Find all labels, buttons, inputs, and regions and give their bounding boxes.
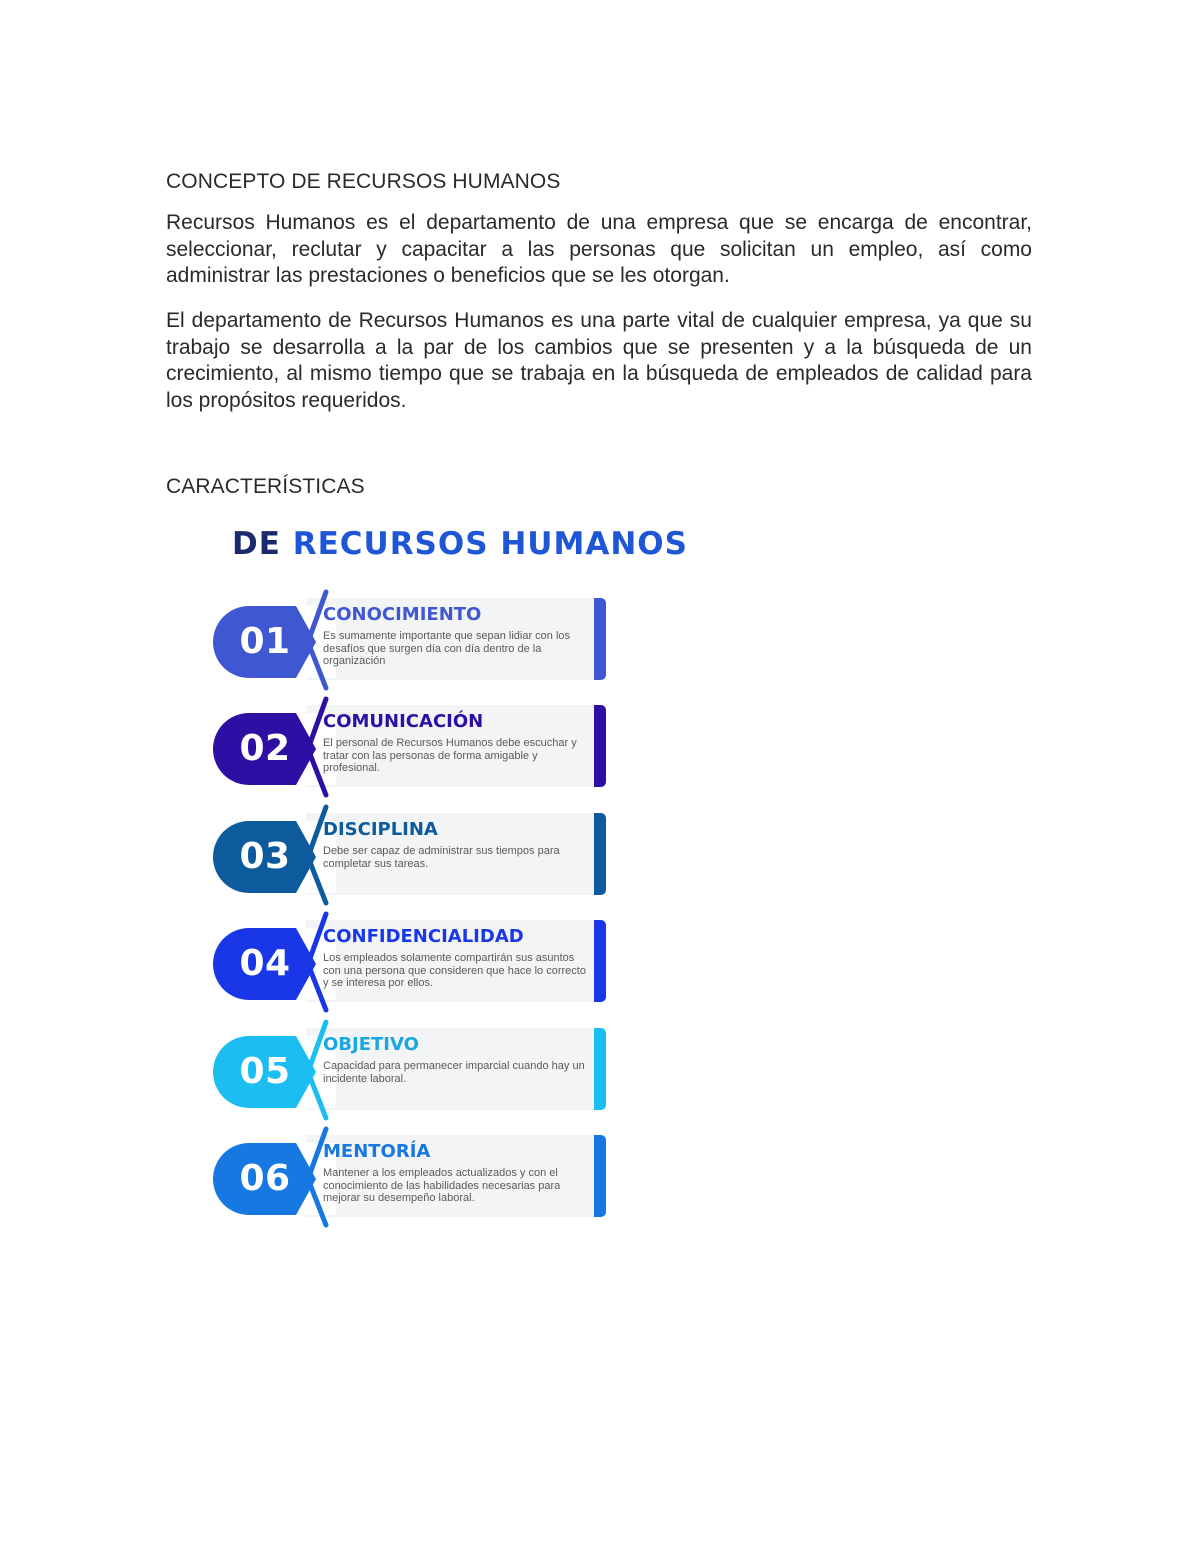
card-accent-bar: [594, 813, 606, 895]
characteristic-item: [210, 912, 610, 1004]
characteristic-title: CONOCIMIENTO: [323, 604, 482, 625]
characteristic-item: [210, 805, 610, 897]
characteristic-description: El personal de Recursos Humanos debe escuchar y tratar con las personas de forma amigable y profesional.: [323, 737, 577, 774]
characteristic-number: 02: [239, 728, 291, 769]
card-accent-bar: [594, 1135, 606, 1217]
paragraph-definition: Recursos Humanos es el departamento de una empresa que se encarga de encontrar, seleccionar, reclutar y capacitar a las personas que solicitan un empleo, así como administrar las prestaciones o beneficios que se les otorgan.: [166, 211, 1032, 287]
card-accent-bar: [594, 1028, 606, 1110]
section-heading-concepto: CONCEPTO DE RECURSOS HUMANOS: [166, 170, 561, 193]
characteristic-item: [210, 697, 610, 789]
infographic-title-prefix: DE: [232, 526, 281, 562]
characteristic-item: [210, 1127, 610, 1219]
characteristic-number: 01: [239, 621, 291, 662]
characteristic-number: 06: [239, 1158, 291, 1199]
characteristic-title: COMUNICACIÓN: [323, 711, 484, 732]
characteristic-title: MENTORÍA: [323, 1141, 431, 1162]
characteristic-description: Los empleados solamente compartirán sus asuntos con una persona que consideren que hace lo correcto y se interesa por ellos.: [323, 952, 586, 989]
card-accent-bar: [594, 598, 606, 680]
characteristic-description: Es sumamente importante que sepan lidiar con los desafíos que surgen día con día dentro de la organización: [323, 630, 571, 667]
characteristic-title: CONFIDENCIALIDAD: [323, 926, 524, 947]
characteristic-item: [210, 1020, 610, 1112]
characteristic-number: 03: [239, 836, 291, 877]
section-heading-caracteristicas: CARACTERÍSTICAS: [166, 475, 365, 498]
characteristic-item: [210, 590, 610, 682]
infographic-title-main: RECURSOS HUMANOS: [292, 526, 688, 562]
paragraph-importance: El departamento de Recursos Humanos es una parte vital de cualquier empresa, ya que su trabajo se desarrolla a la par de los cambios que se presenten y a la búsqueda de un crecimiento, al mismo tiempo que se trabaja en la búsqueda de empleados de calidad para los propósitos requeridos.: [166, 309, 1032, 412]
infographic-title: [232, 526, 688, 562]
characteristics-infographic: [210, 526, 688, 1235]
characteristic-description: Debe ser capaz de administrar sus tiempos para completar sus tareas.: [323, 845, 560, 870]
characteristic-title: OBJETIVO: [323, 1034, 419, 1055]
characteristic-title: DISCIPLINA: [323, 819, 438, 840]
characteristic-description: Mantener a los empleados actualizados y con el conocimiento de las habilidades necesarias para mejorar su desempeño laboral.: [323, 1167, 561, 1204]
card-accent-bar: [594, 705, 606, 787]
characteristic-number: 05: [239, 1051, 291, 1092]
card-accent-bar: [594, 920, 606, 1002]
characteristic-number: 04: [239, 943, 291, 984]
characteristic-description: Capacidad para permanecer imparcial cuando hay un incidente laboral.: [323, 1060, 585, 1085]
